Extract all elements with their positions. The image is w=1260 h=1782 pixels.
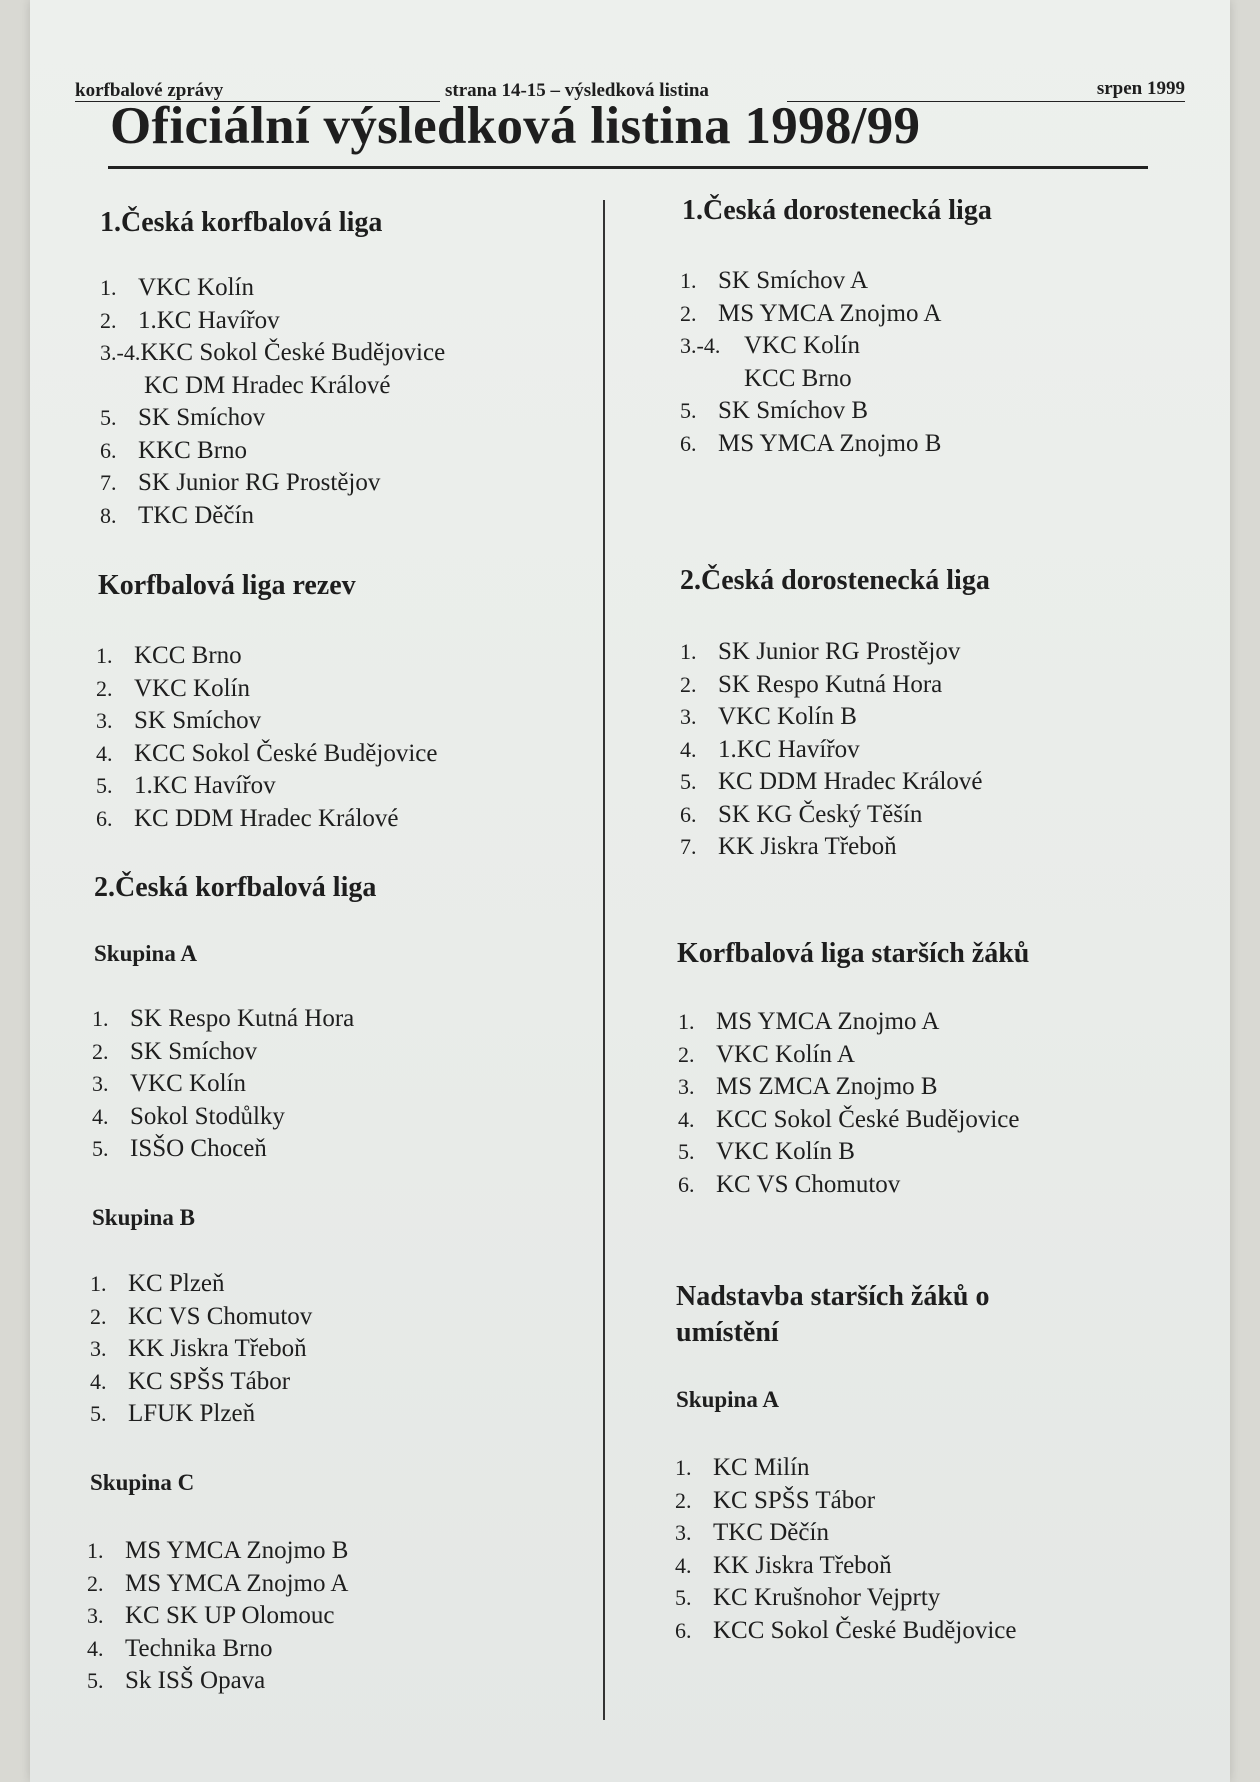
- list-item: 6. KC VS Chomutov: [678, 1170, 901, 1198]
- group-title-c: Skupina C: [90, 1470, 195, 1495]
- section-title-nadstavba: [676, 1279, 989, 1351]
- list-liga1: [100, 272, 445, 532]
- section-title-nadstavba-line2: umístění: [676, 1317, 779, 1348]
- list-item: 6. KC DDM Hradec Králové: [96, 804, 399, 832]
- list-item: 5. KC DDM Hradec Králové: [680, 768, 983, 795]
- list-item: 8. TKC Děčín: [100, 501, 254, 529]
- list-liga2-group-c: [87, 1535, 348, 1698]
- group-title-b: Skupina B: [92, 1205, 195, 1230]
- list-item: 2. 1.KC Havířov: [100, 306, 280, 334]
- list-item: 3. KC SK UP Olomouc: [87, 1602, 335, 1629]
- page-title: Oficiální výsledková listina 1998/99: [110, 97, 921, 155]
- list-item: 4. KC SPŠS Tábor: [90, 1367, 291, 1395]
- list-item: 2. VKC Kolín A: [678, 1040, 855, 1068]
- list-item: 1. SK Respo Kutná Hora: [92, 1005, 355, 1032]
- list-item: 7. KK Jiskra Třeboň: [680, 833, 897, 860]
- header-publication: korfbalové zprávy: [75, 80, 224, 101]
- list-item: 2. SK Smíchov: [92, 1037, 258, 1065]
- header-date: srpen 1999: [1096, 78, 1185, 99]
- section-title-rezev: Korfbalová liga rezev: [98, 570, 356, 601]
- list-item: 6. SK KG Český Těšín: [680, 800, 923, 828]
- list-item: 1. KC Plzeň: [90, 1270, 225, 1297]
- list-item: 3. MS ZMCA Znojmo B: [678, 1073, 938, 1100]
- list-item: 5. LFUK Plzeň: [90, 1400, 256, 1427]
- group-title-nadstavba-a: Skupina A: [676, 1387, 779, 1412]
- list-item: 1. VKC Kolín: [100, 274, 254, 301]
- list-item: 2. MS YMCA Znojmo A: [87, 1569, 349, 1597]
- group-title-a: Skupina A: [94, 941, 197, 966]
- list-nadstavba: [675, 1452, 1016, 1647]
- list-item: KCC Brno: [744, 364, 852, 392]
- column-divider: [603, 200, 605, 1720]
- section-title-dorost2: 2.Česká dorostenecká liga: [680, 565, 990, 596]
- list-item: KC DM Hradec Králové: [144, 371, 391, 399]
- list-item: 1. KCC Brno: [96, 642, 242, 669]
- list-item: 3. VKC Kolín B: [680, 703, 857, 730]
- list-item: 5. SK Smíchov B: [680, 397, 869, 424]
- list-item: 2. VKC Kolín: [96, 674, 250, 702]
- list-dorost2: [680, 636, 983, 864]
- list-item: 5. 1.KC Havířov: [96, 772, 276, 799]
- list-item: 3. SK Smíchov: [96, 707, 262, 734]
- section-title-liga2: 2.Česká korfbalová liga: [94, 872, 377, 903]
- list-item: 6. KCC Sokol České Budějovice: [675, 1616, 1017, 1644]
- list-item: 3.-4.KKC Sokol České Budějovice: [100, 339, 446, 366]
- list-item: 5. ISŠO Choceň: [92, 1135, 267, 1162]
- list-dorost1: [680, 265, 941, 460]
- list-item: 2. SK Respo Kutná Hora: [680, 670, 943, 698]
- list-item: 4. 1.KC Havířov: [680, 735, 860, 763]
- list-item: 5. SK Smíchov: [100, 404, 266, 431]
- list-item: 2. KC VS Chomutov: [90, 1302, 313, 1330]
- list-item: 3. VKC Kolín: [92, 1070, 246, 1097]
- list-item: 6. KKC Brno: [100, 436, 248, 464]
- list-item: 3.-4. VKC Kolín: [680, 332, 860, 359]
- list-zaci: [678, 1006, 1019, 1201]
- list-item: 3. KK Jiskra Třeboň: [90, 1335, 307, 1362]
- list-item: 2. KC SPŠS Tábor: [675, 1486, 876, 1514]
- list-item: 4. Sokol Stodůlky: [92, 1102, 285, 1130]
- list-liga2-group-b: [90, 1268, 312, 1431]
- list-item: 2. MS YMCA Znojmo A: [680, 299, 942, 327]
- section-title-nadstavba-line1: Nadstavba starších žáků o: [676, 1281, 990, 1312]
- list-item: 1. MS YMCA Znojmo A: [678, 1008, 940, 1035]
- list-item: 1. SK Junior RG Prostějov: [680, 638, 961, 665]
- list-item: 6. MS YMCA Znojmo B: [680, 429, 942, 457]
- list-item: 7. SK Junior RG Prostějov: [100, 469, 381, 496]
- list-item: 4. Technika Brno: [87, 1634, 273, 1662]
- list-item: 5. VKC Kolín B: [678, 1138, 855, 1165]
- list-item: 1. SK Smíchov A: [680, 267, 869, 294]
- section-title-liga1: 1.Česká korfbalová liga: [100, 207, 383, 238]
- list-rezev: [96, 640, 437, 835]
- list-item: 4. KCC Sokol České Budějovice: [96, 739, 438, 767]
- list-item: 4. KCC Sokol České Budějovice: [678, 1105, 1020, 1133]
- list-item: 4. KK Jiskra Třeboň: [675, 1551, 892, 1579]
- list-item: 3. TKC Děčín: [675, 1519, 829, 1546]
- list-liga2-group-a: [92, 1003, 354, 1166]
- title-underline: [108, 166, 1148, 169]
- list-item: 5. KC Krušnohor Vejprty: [675, 1584, 941, 1611]
- section-title-zaci: Korfbalová liga starších žáků: [677, 938, 1030, 969]
- list-item: 5. Sk ISŠ Opava: [87, 1667, 266, 1694]
- list-item: 1. MS YMCA Znojmo B: [87, 1537, 349, 1564]
- section-title-dorost1: 1.Česká dorostenecká liga: [682, 195, 992, 226]
- header-page-info: strana 14-15 – výsledková listina: [445, 80, 709, 101]
- list-item: 1. KC Milín: [675, 1454, 810, 1481]
